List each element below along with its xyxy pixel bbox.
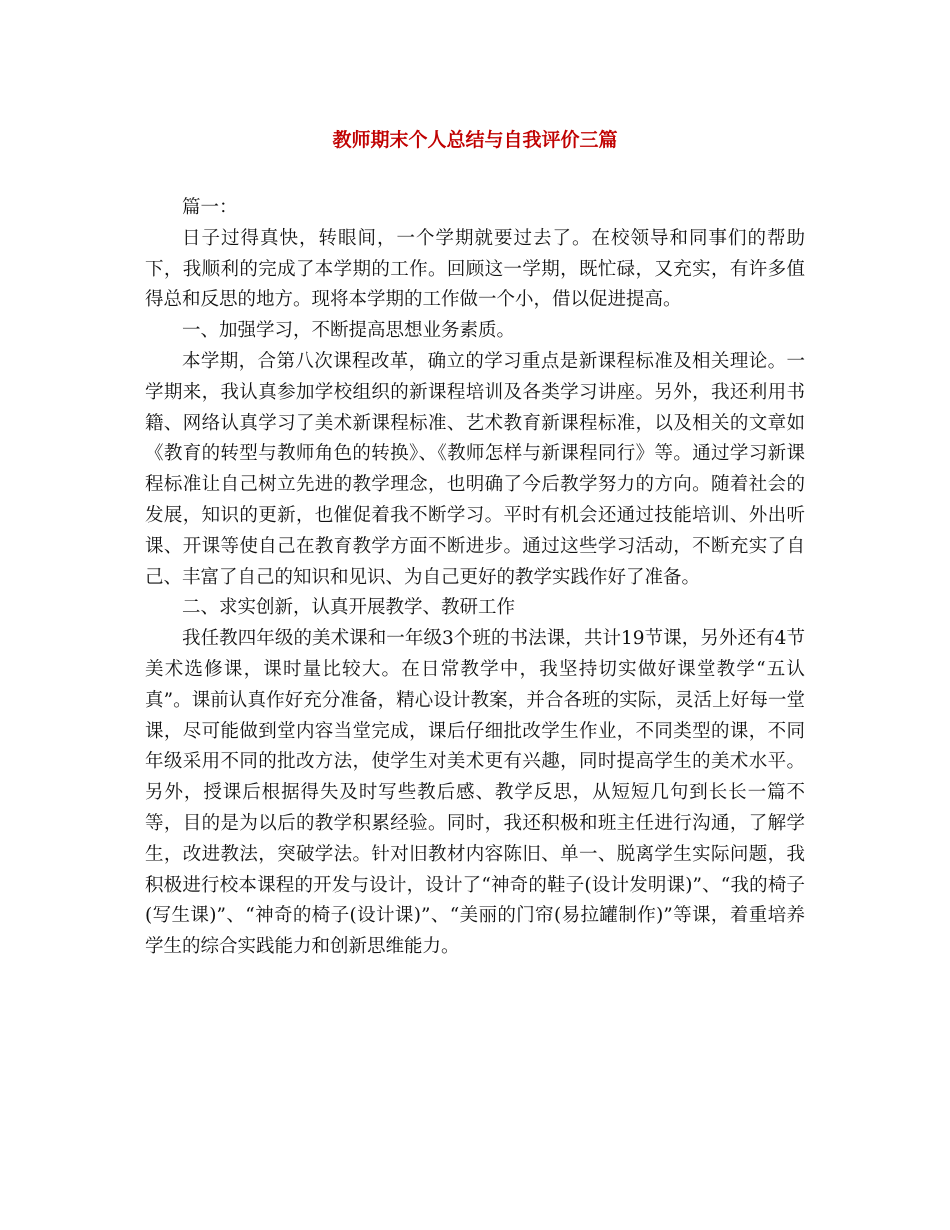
paragraph-intro: 日子过得真快，转眼间，一个学期就要过去了。在校领导和同事们的帮助下，我顺利的完成了本学期的工作。回顾这一学期，既忙碌，又充实，有许多值得总和反思的地方。现将本学期的工作做一个小，借以促进提高。: [145, 227, 805, 311]
section-heading-teaching: 二、求实创新，认真开展教学、教研工作: [182, 597, 516, 619]
paragraph-study: 本学期，合第八次课程改革，确立的学习重点是新课程标准及相关理论。一学期来，我认真参加学校组织的新课程培训及各类学习讲座。另外，我还利用书籍、网络认真学习了美术新课程标准、艺术教育新课程标准，以及相关的文章如《教育的转型与教师角色的转换》、《教师怎样与新课程同行》等。通过学习新课程标准让自己树立先进的教学理念，也明确了今后教学努力的方向。随着社会的发展，知识的更新，也催促着我不断学习。平时有机会还通过技能培训、外出听课、开课等使自己在教育教学方面不断进步。通过这些学习活动，不断充实了自己、丰富了自己的知识和见识、为自己更好的教学实践作好了准备。: [145, 350, 805, 588]
paragraph-teaching: 我任教四年级的美术课和一年级3个班的书法课，共计19节课，另外还有4节美术选修课，课时量比较大。在日常教学中，我坚持切实做好课堂教学“五认真”。课前认真作好充分准备，精心设计教案，并合各班的实际，灵活上好每一堂课，尽可能做到堂内容当堂完成，课后仔细批改学生作业，不同类型的课，不同年级采用不同的批改方法，使学生对美术更有兴趣，同时提高学生的美术水平。另外，授课后根据得失及时写些教后感、教学反思，从短短几句到长长一篇不等，目的是为以后的教学积累经验。同时，我还积极和班主任进行沟通，了解学生，改进教法，突破学法。针对旧教材内容陈旧、单一、脱离学生实际问题，我积极进行校本课程的开发与设计，设计了“神奇的鞋子(设计发明课)”、“我的椅子(写生课)”、“神奇的椅子(设计课)”、“美丽的门帘(易拉罐制作)”等课，着重培养学生的综合实践能力和创新思维能力。: [145, 628, 805, 958]
document-title: 教师期末个人总结与自我评价三篇: [332, 129, 618, 151]
document-body: [145, 193, 805, 963]
section-heading-part-one: 篇一：: [182, 197, 238, 218]
section-heading-study: 一、加强学习，不断提高思想业务素质。: [182, 320, 516, 342]
